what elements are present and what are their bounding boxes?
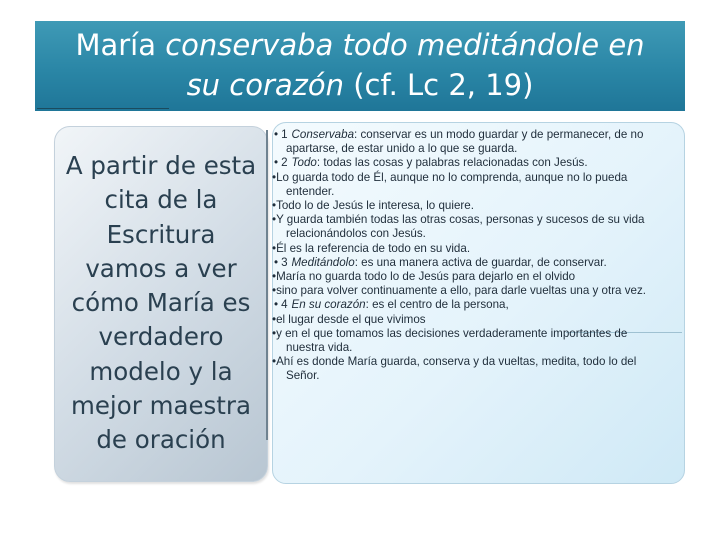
point-term: Conservaba	[291, 128, 355, 141]
bullet-icon: •	[272, 270, 277, 284]
left-panel	[54, 126, 268, 482]
sub-point	[272, 284, 654, 298]
bullet-icon: •	[272, 326, 277, 340]
bullet-icon: •	[272, 213, 277, 227]
title-line-2	[35, 65, 685, 105]
point-number: 4	[281, 298, 288, 312]
main-point	[274, 156, 654, 170]
bullet-icon: •	[274, 128, 279, 141]
main-point	[274, 128, 654, 156]
bullet-icon: •	[274, 298, 279, 312]
title-line-1	[35, 25, 685, 65]
title-roman-part: María	[75, 28, 166, 62]
bullet-icon: •	[274, 156, 279, 170]
point-text: Ahí es donde María guarda, conserva y da vueltas, medita, todo lo del Señor.	[276, 355, 637, 383]
point-term: Meditándolo	[291, 255, 355, 269]
left-panel-edge-divider	[266, 130, 268, 440]
point-term: En su corazón	[291, 298, 366, 312]
sub-point	[272, 199, 654, 213]
point-text: Lo guarda todo de Él, aunque no lo comprenda, aunque no lo pueda entender.	[276, 170, 628, 198]
slide-title	[35, 21, 685, 111]
bullet-icon: •	[272, 284, 277, 298]
point-text: Y guarda también todas las otras cosas, personas y sucesos de su vida relacionándolos con Jesús.	[276, 213, 645, 241]
point-text: Todo lo de Jesús le interesa, lo quiere.	[276, 199, 474, 213]
point-number: 3	[281, 255, 288, 269]
point-number: 2	[281, 156, 288, 170]
bullet-icon: •	[272, 241, 277, 255]
title-italic-part-2: su corazón	[186, 68, 344, 102]
point-text: : todas las cosas y palabras relacionadas con Jesús.	[316, 156, 588, 170]
title-underline-decoration	[37, 108, 169, 109]
point-text: : conservar es un modo guardar y de permanecer, de no apartarse, de estar unido a lo que se guarda.	[286, 128, 644, 156]
title-roman-part-2: (cf. Lc 2, 19)	[344, 68, 534, 102]
sub-point	[272, 270, 654, 284]
bullet-icon: •	[272, 355, 277, 369]
point-text: y en el que tomamos las decisiones verdaderamente importantes de nuestra vida.	[276, 326, 628, 355]
sub-point	[272, 170, 654, 199]
main-point	[274, 255, 654, 270]
sub-point	[272, 355, 654, 383]
point-text: : es el centro de la persona,	[365, 298, 509, 312]
left-panel-text: A partir de esta cita de la Escritura vamos a ver cómo María es verdadero modelo y la mejor maestra de oración	[65, 151, 257, 455]
point-text: sino para volver continuamente a ello, para darle vueltas una y otra vez.	[276, 284, 646, 298]
sub-point	[272, 241, 654, 256]
sub-point	[272, 312, 654, 327]
bullet-icon: •	[272, 312, 277, 326]
bullet-icon: •	[272, 170, 277, 184]
points-list	[272, 128, 654, 384]
title-italic-part: conservaba todo meditándole en	[165, 28, 645, 62]
point-number: 1	[281, 128, 288, 141]
point-text: María no guarda todo lo de Jesús para dejarlo en el olvido	[276, 270, 576, 284]
point-term: Todo	[291, 156, 317, 170]
sub-point	[272, 326, 654, 355]
point-text: el lugar desde el que vivimos	[276, 312, 426, 326]
point-text: : es una manera activa de guardar, de conservar.	[354, 255, 607, 269]
bullet-icon: •	[274, 255, 279, 269]
point-text: Él es la referencia de todo en su vida.	[276, 241, 471, 255]
bullet-icon: •	[272, 199, 277, 213]
sub-point	[272, 213, 654, 241]
main-point	[274, 298, 654, 312]
